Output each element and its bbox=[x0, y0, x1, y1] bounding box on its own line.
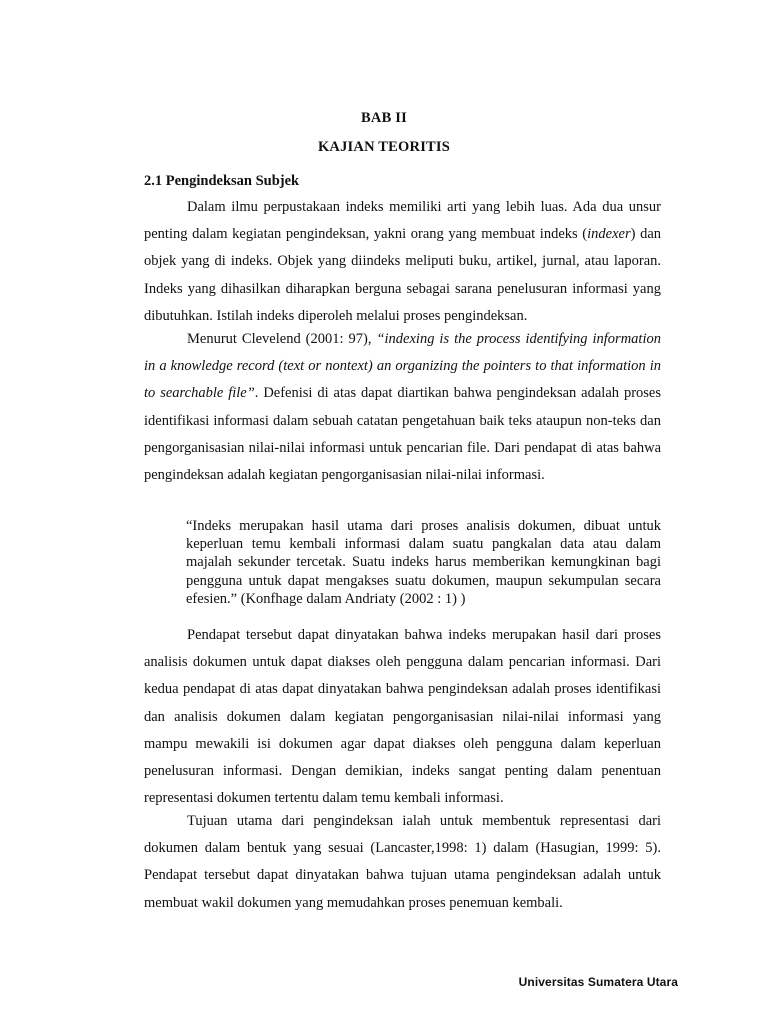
chapter-title: KAJIAN TEORITIS bbox=[317, 139, 451, 155]
paragraph-2-text-b: . Defenisi di atas dapat diartikan bahwa pengindeksan adalah proses identifikasi informasi dalam sebuah catatan pengetahuan baik teks ataupun non-teks dan pengorganisasian nilai-nilai informasi untuk pencarian file. Dari pendapat di atas bahwa pengindeksan adalah kegiatan pengorganisasian nilai-nilai informasi. bbox=[144, 385, 661, 484]
paragraph-4-text: Tujuan utama dari pengindeksan ialah untuk membentuk representasi dari dokumen dalam bentuk yang sesuai (Lancaster,1998: 1) dalam (Hasugian, 1999: 5). Pendapat tersebut dapat dinyatakan bahwa tujuan utama pengindeksan adalah untuk membuat wakil dokumen yang memudahkan proses penemuan kembali. bbox=[144, 813, 661, 911]
section-title: 2.1 Pengindeksan Subjek bbox=[144, 173, 300, 189]
paragraph-2-italic-quote: “indexing is the process identifying information in a knowledge record (text or nontext) an organizing the pointers to that information in to searchable file” bbox=[144, 331, 661, 402]
paragraph-4 bbox=[144, 808, 661, 917]
paragraph-1-text-a: Dalam ilmu perpustakaan indeks memiliki arti yang lebih luas. Ada dua unsur penting dalam kegiatan pengindeksan, yakni orang yang membuat indeks ( bbox=[144, 199, 661, 243]
chapter-number: BAB II bbox=[361, 110, 407, 126]
footer-institution: Universitas Sumatera Utara bbox=[518, 975, 678, 989]
paragraph-2-text-a: Menurut Clevelend (2001: 97), bbox=[187, 331, 377, 347]
paragraph-3 bbox=[144, 622, 661, 812]
paragraph-1-text-b: ) dan objek yang di indeks. Objek yang diindeks meliputi buku, artikel, jurnal, atau laporan. Indeks yang dihasilkan diharapkan berguna sebagai sarana penelusuran informasi yang dibutuhkan. Istilah indeks diperoleh melalui proses pengindeksan. bbox=[144, 226, 662, 324]
block-quote: “Indeks merupakan hasil utama dari proses analisis dokumen, dibuat untuk keperluan temu kembali informasi dalam suatu pangkalan data atau dalam majalah sekunder tercetak. Suatu indeks harus memberikan kemungkinan bagi pengguna untuk dapat mengakses suatu dokumen, maupun sekumpulan secara efesien.” (Konfhage dalam Andriaty (2002 : 1) ) bbox=[186, 518, 661, 607]
paragraph-3-text: Pendapat tersebut dapat dinyatakan bahwa indeks merupakan hasil dari proses analisis dokumen untuk dapat diakses oleh pengguna dalam pencarian informasi. Dari kedua pendapat di atas dapat dinyatakan bahwa pengindeksan adalah proses identifikasi dan analisis dokumen dalam kegiatan pengorganisasian nilai-nilai informasi yang mampu mewakili isi dokumen agar dapat diakses oleh pengguna dalam keperluan penelusuran informasi. Dengan demikian, indeks sangat penting dalam penentuan representasi dokumen tertentu dalam temu kembali informasi. bbox=[144, 627, 661, 807]
paragraph-1 bbox=[144, 194, 661, 330]
paragraph-2 bbox=[144, 326, 661, 489]
paragraph-1-italic-term: indexer bbox=[587, 226, 631, 243]
